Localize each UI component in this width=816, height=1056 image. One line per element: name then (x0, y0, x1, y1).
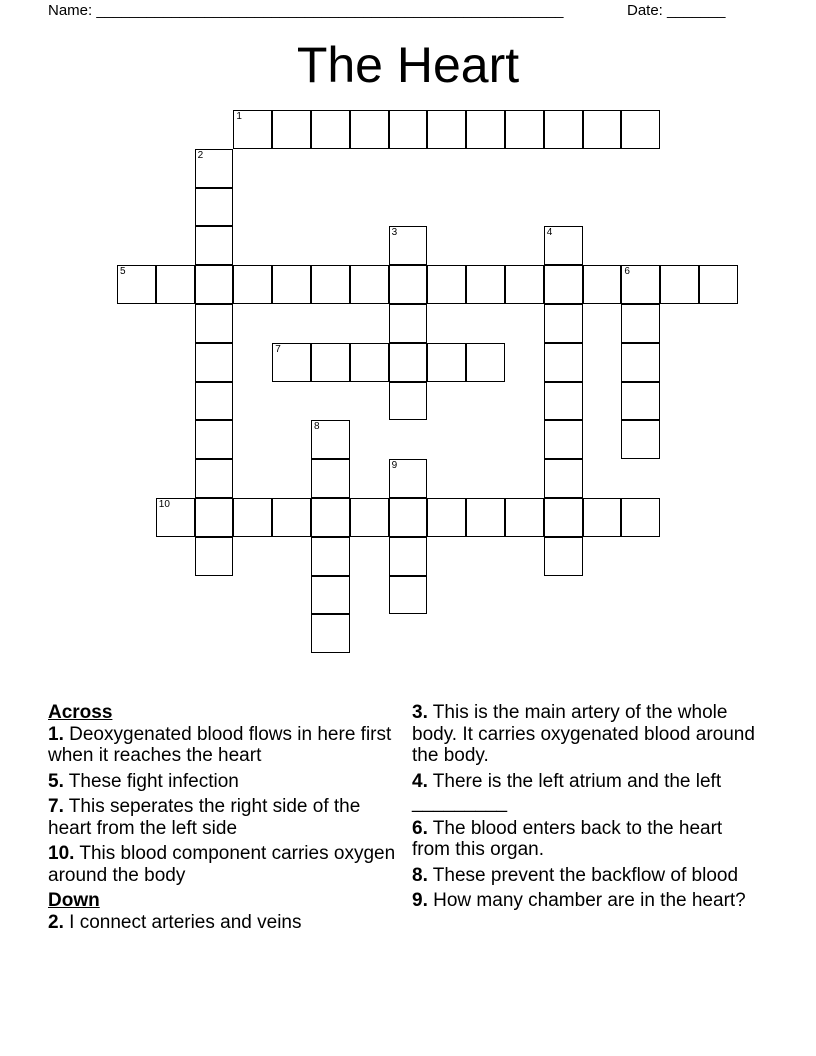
grid-cell[interactable] (544, 304, 583, 343)
clue-down-9 (412, 890, 757, 912)
grid-cell[interactable] (621, 382, 660, 421)
grid-cell[interactable] (350, 265, 389, 304)
grid-cell[interactable] (156, 498, 195, 537)
grid-cell[interactable] (544, 498, 583, 537)
grid-cell[interactable] (583, 110, 622, 149)
grid-cell[interactable] (544, 537, 583, 576)
cell-number: 6 (624, 266, 630, 278)
cell-number: 10 (158, 499, 170, 510)
grid-cell[interactable] (311, 420, 350, 459)
clue-down-3 (412, 702, 757, 767)
date-label: Date: (627, 2, 663, 19)
grid-cell[interactable] (389, 265, 428, 304)
grid-cell[interactable] (621, 343, 660, 382)
clue-down-2 (48, 912, 398, 934)
clue-number: 7. (48, 796, 64, 817)
clue-down-8 (412, 865, 757, 887)
grid-cell[interactable] (311, 614, 350, 653)
grid-cell[interactable] (389, 110, 428, 149)
grid-cell[interactable] (583, 498, 622, 537)
grid-cell[interactable] (583, 265, 622, 304)
grid-cell[interactable] (272, 265, 311, 304)
grid-cell[interactable] (621, 498, 660, 537)
grid-cell[interactable] (272, 343, 311, 382)
cell-number: 9 (391, 460, 398, 472)
grid-cell[interactable] (195, 343, 234, 382)
clue-text: The blood enters back to the heart from this organ. (412, 817, 723, 860)
grid-cell[interactable] (466, 265, 505, 304)
clue-number: 8. (412, 864, 428, 886)
clue-number: 10. (48, 843, 75, 864)
name-field[interactable] (48, 2, 564, 19)
grid-cell[interactable] (195, 188, 234, 227)
clue-across-7 (48, 796, 398, 839)
clue-number: 3. (412, 702, 428, 723)
clue-number: 5. (48, 770, 64, 792)
grid-cell[interactable] (195, 149, 234, 188)
grid-cell[interactable] (505, 498, 544, 537)
grid-cell[interactable] (195, 382, 234, 421)
clue-text: This blood component carries oxygen around the body (48, 843, 396, 886)
grid-cell[interactable] (544, 110, 583, 149)
clue-text: This is the main artery of the whole body. It carries oxygenated blood around the body. (412, 702, 755, 766)
grid-cell[interactable] (117, 265, 156, 304)
clues-left-column (48, 702, 398, 937)
grid-cell[interactable] (389, 343, 428, 382)
clue-text: There is the left atrium and the left _________ (412, 770, 722, 813)
grid-cell[interactable] (660, 265, 699, 304)
cell-number: 5 (120, 266, 126, 278)
clue-text: How many chamber are in the heart? (433, 890, 746, 911)
grid-cell[interactable] (233, 265, 272, 304)
name-line: ________________________________________________________ (96, 2, 564, 19)
date-line: _______ (667, 2, 726, 19)
clue-text: I connect arteries and veins (69, 911, 302, 933)
grid-cell[interactable] (621, 304, 660, 343)
down-heading: Down (48, 890, 100, 911)
grid-cell[interactable] (505, 265, 544, 304)
grid-cell[interactable] (195, 537, 234, 576)
grid-cell[interactable] (544, 343, 583, 382)
grid-cell[interactable] (311, 265, 350, 304)
grid-cell[interactable] (389, 382, 428, 421)
grid-cell[interactable] (699, 265, 738, 304)
cell-number: 1 (236, 111, 242, 122)
cell-number: 3 (391, 227, 398, 239)
grid-cell[interactable] (233, 110, 272, 149)
clue-text: Deoxygenated blood flows in here first when it reaches the heart (48, 723, 392, 766)
grid-cell[interactable] (350, 343, 389, 382)
clue-text: These prevent the backflow of blood (432, 864, 739, 886)
clue-down-4 (412, 771, 757, 814)
clue-number: 2. (48, 911, 64, 933)
cell-number: 2 (197, 149, 204, 161)
name-label: Name: (48, 2, 93, 19)
grid-cell[interactable] (389, 498, 428, 537)
clue-number: 6. (412, 817, 428, 839)
clue-number: 1. (48, 723, 64, 745)
grid-cell[interactable] (466, 498, 505, 537)
grid-cell[interactable] (156, 265, 195, 304)
grid-cell[interactable] (621, 420, 660, 459)
clue-text: These fight infection (68, 770, 239, 792)
across-heading: Across (48, 702, 113, 723)
grid-cell[interactable] (350, 498, 389, 537)
grid-cell[interactable] (195, 265, 234, 304)
grid-cell[interactable] (195, 304, 234, 343)
grid-cell[interactable] (195, 498, 234, 537)
grid-cell[interactable] (311, 576, 350, 615)
grid-cell[interactable] (544, 420, 583, 459)
grid-cell[interactable] (195, 459, 234, 498)
grid-cell[interactable] (621, 265, 660, 304)
grid-cell[interactable] (311, 343, 350, 382)
grid-cell[interactable] (427, 265, 466, 304)
clue-down-6 (412, 818, 757, 861)
grid-cell[interactable] (233, 498, 272, 537)
cell-number: 7 (275, 343, 281, 355)
grid-cell[interactable] (427, 498, 466, 537)
grid-cell[interactable] (195, 226, 234, 265)
clues-right-column (412, 702, 757, 916)
grid-cell[interactable] (311, 110, 350, 149)
grid-cell[interactable] (311, 498, 350, 537)
grid-cell[interactable] (389, 576, 428, 615)
cell-number: 4 (546, 227, 553, 239)
grid-cell[interactable] (311, 537, 350, 576)
page-title: The Heart (296, 37, 520, 93)
grid-cell[interactable] (544, 265, 583, 304)
grid-cell[interactable] (195, 420, 234, 459)
grid-cell[interactable] (311, 459, 350, 498)
grid-cell[interactable] (505, 110, 544, 149)
grid-cell[interactable] (544, 382, 583, 421)
grid-cell[interactable] (466, 343, 505, 382)
grid-cell[interactable] (389, 537, 428, 576)
clue-across-10 (48, 843, 398, 886)
grid-cell[interactable] (389, 459, 428, 498)
grid-cell[interactable] (389, 304, 428, 343)
clue-across-5 (48, 771, 398, 793)
clue-number: 4. (412, 770, 428, 792)
grid-cell[interactable] (272, 498, 311, 537)
grid-cell[interactable] (544, 459, 583, 498)
grid-cell[interactable] (466, 110, 505, 149)
date-field[interactable] (627, 2, 725, 19)
clue-across-1 (48, 724, 398, 767)
grid-cell[interactable] (427, 343, 466, 382)
grid-cell[interactable] (350, 110, 389, 149)
grid-cell[interactable] (389, 226, 428, 265)
grid-cell[interactable] (427, 110, 466, 149)
cell-number: 8 (314, 421, 320, 433)
grid-cell[interactable] (544, 226, 583, 265)
grid-cell[interactable] (621, 110, 660, 149)
clue-number: 9. (412, 890, 428, 911)
clue-text: This seperates the right side of the heart from the left side (48, 796, 361, 839)
grid-cell[interactable] (272, 110, 311, 149)
